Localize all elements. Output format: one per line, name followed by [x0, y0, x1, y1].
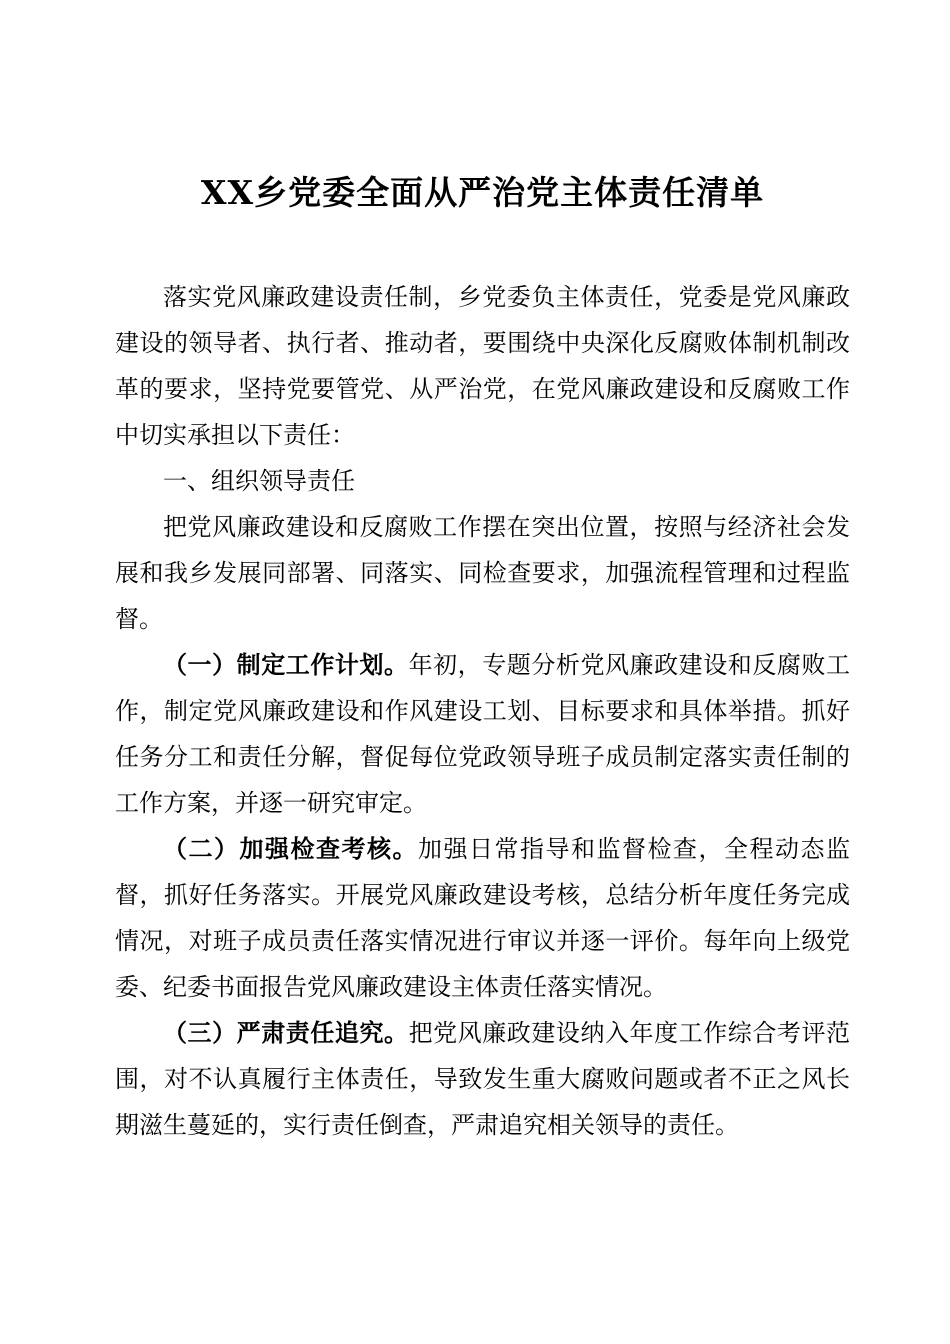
item-paragraph-plan [115, 642, 850, 826]
item-paragraph-accountability [115, 1010, 850, 1148]
section-body-paragraph: 把党风廉政建设和反腐败工作摆在突出位置，按照与经济社会发展和我乡发展同部署、同落实、同检查要求，加强流程管理和过程监督。 [115, 513, 850, 633]
intro-paragraph: 落实党风廉政建设责任制，乡党委负主体责任，党委是党风廉政建设的领导者、执行者、推动者，要围绕中央深化反腐败体制机制改革的要求，坚持党要管党、从严治党，在党风廉政建设和反腐败工作中切实承担以下责任： [115, 283, 850, 449]
item-lead-accountability: （三）严肃责任追究。 [163, 1018, 409, 1047]
item-text-accountability: 把党风廉政建设纳入年度工作综合考评范围，对不认真履行主体责任，导致发生重大腐败问题或者不正之风长期滋生蔓延的，实行责任倒查，严肃追究相关领导的责任。 [115, 1019, 851, 1139]
item-paragraph-inspection [115, 826, 850, 1010]
section-heading-organization: 一、组织领导责任 [163, 467, 355, 495]
item-text-plan: 年初，专题分析党风廉政建设和反腐败工作，制定党风廉政建设和作风建设工划、目标要求和具体举措。抓好任务分工和责任分解，督促每位党政领导班子成员制定落实责任制的工作方案，并逐一研究审定。 [115, 651, 851, 817]
document-page [115, 160, 850, 1148]
item-lead-plan: （一）制定工作计划。 [163, 650, 409, 679]
item-text-inspection: 加强日常指导和监督检查，全程动态监督，抓好任务落实。开展党风廉政建设考核，总结分析年度任务完成情况，对班子成员责任落实情况进行审议并逐一评价。每年向上级党委、纪委书面报告党风廉政建设主体责任落实情况。 [115, 835, 850, 1001]
document-title: XX乡党委全面从严治党主体责任清单 [200, 173, 765, 212]
item-lead-inspection: （二）加强检查考核。 [163, 834, 418, 863]
